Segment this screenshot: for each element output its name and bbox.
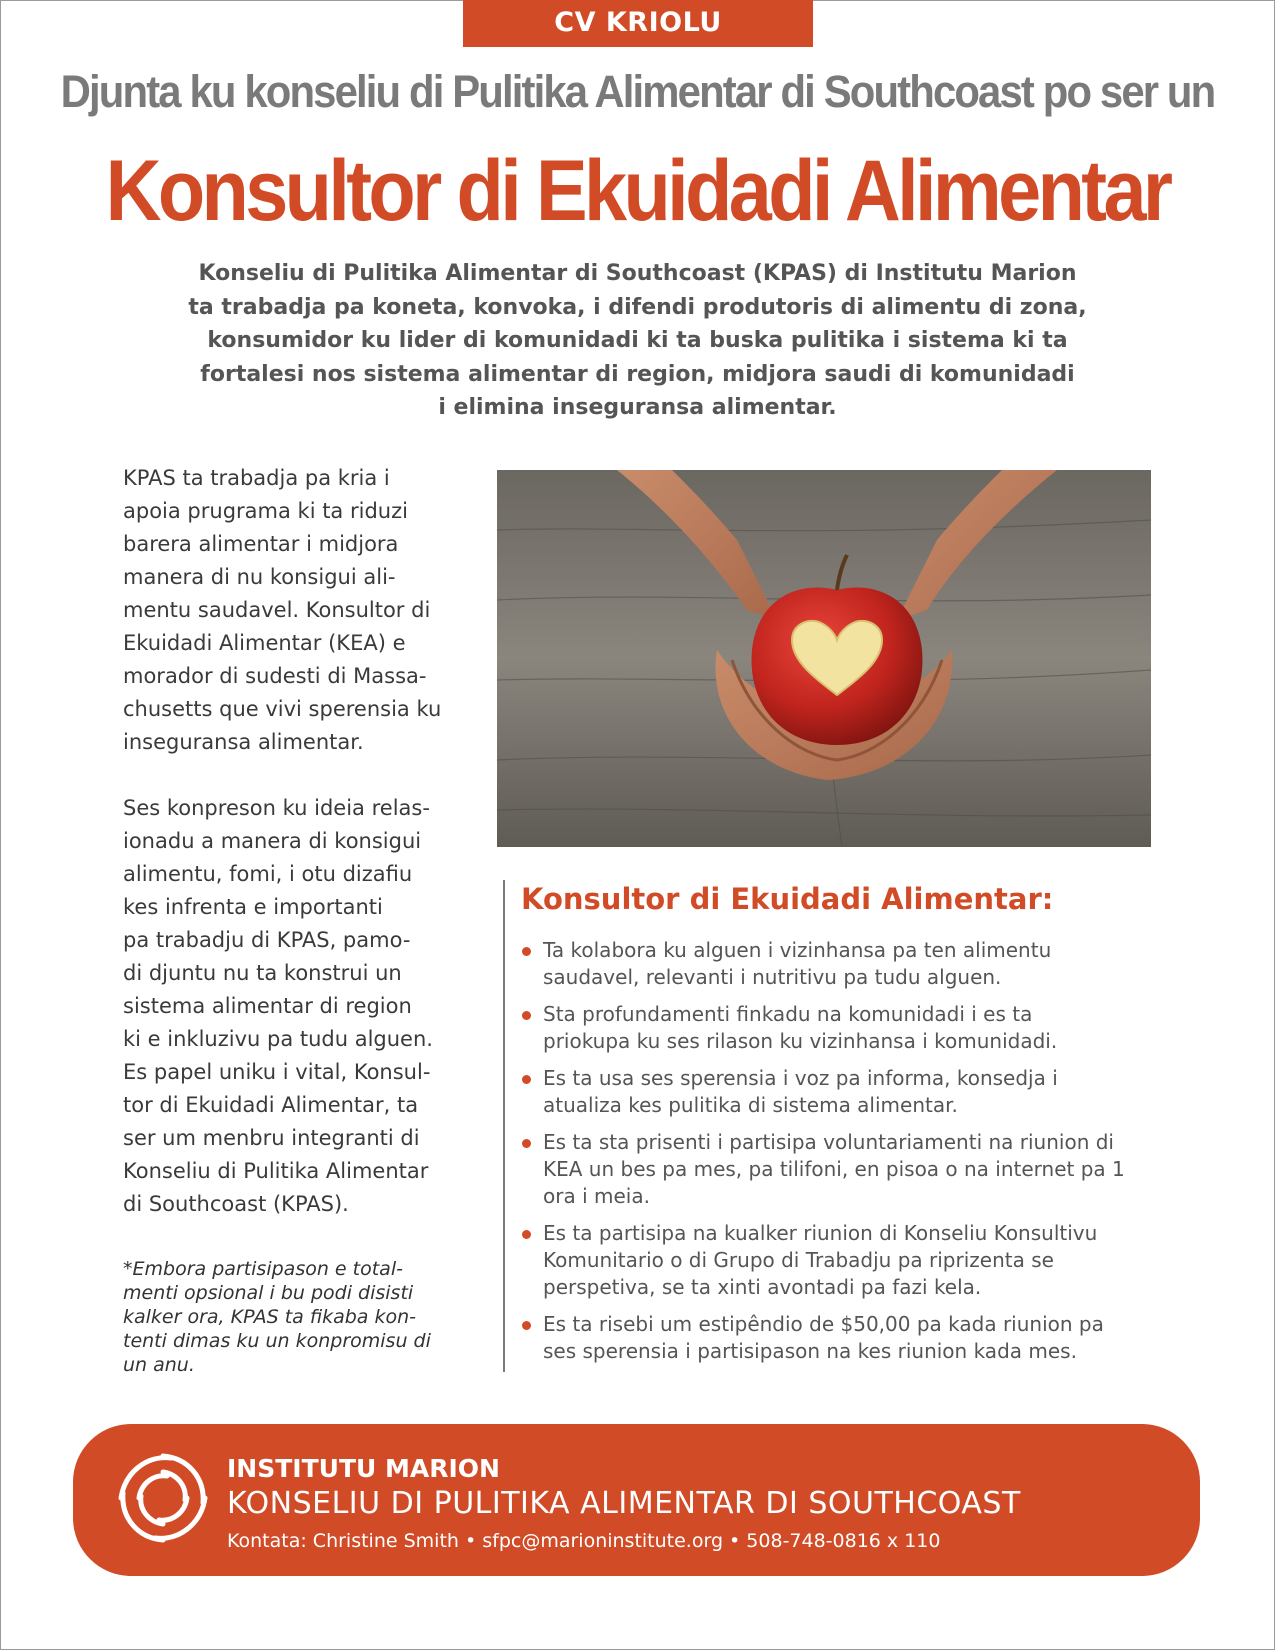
- bullet-icon: [522, 1230, 531, 1239]
- text-line: mentu saudavel. Konsultor di: [123, 598, 431, 622]
- bullet-icon: [522, 1011, 531, 1020]
- text-line: KEA un bes pa mes, pa tilifoni, en pisoa o na internet pa 1: [543, 1157, 1125, 1181]
- org-name: INSTITUTU MARION: [227, 1454, 500, 1483]
- headline-title: Konsultor di Ekuidadi Alimentar: [105, 143, 1170, 239]
- text-line: perspetiva, se ta xinti avontadi pa fazi kela.: [543, 1275, 982, 1299]
- text-line: menti opsional i bu podi disisti: [123, 1282, 414, 1304]
- text-line: Komunitario o di Grupo di Trabadju pa riprizenta se: [543, 1248, 1054, 1272]
- intro-line: Konseliu di Pulitika Alimentar di Southcoast (KPAS) di Institutu Marion: [198, 261, 1077, 286]
- text-line: Ta kolabora ku alguen i vizinhansa pa ten alimentu: [543, 938, 1052, 962]
- participation-note: [123, 1257, 473, 1377]
- text-line: KPAS ta trabadja pa kria i: [123, 466, 390, 490]
- text-line: Es ta risebi um estipêndio de $50,00 pa kada riunion pa: [543, 1312, 1104, 1336]
- text-line: di djuntu nu ta konstrui un: [123, 961, 402, 985]
- contact-info: Kontata: Christine Smith • sfpc@marioninstitute.org • 508-748-0816 x 110: [227, 1530, 941, 1552]
- list-item: [521, 1220, 1161, 1301]
- text-line: Es ta usa ses sperensia i voz pa informa, konsedja i: [543, 1066, 1058, 1090]
- council-name: KONSELIU DI PULITIKA ALIMENTAR DI SOUTHCOAST: [227, 1486, 1021, 1521]
- roles-list: [521, 937, 1161, 1375]
- text-line: ser um menbru integranti di: [123, 1126, 420, 1150]
- text-line: apoia prugrama ki ta riduzi: [123, 499, 408, 523]
- bullet-icon: [522, 1321, 531, 1330]
- text-line: Sta profundamenti finkadu na komunidadi i es ta: [543, 1002, 1033, 1026]
- text-line: kalker ora, KPAS ta fikaba kon-: [123, 1306, 417, 1328]
- text-line: manera di nu konsigui ali-: [123, 565, 396, 589]
- headline-subtitle: Djunta ku konseliu di Pulitika Alimentar di Southcoast po ser un: [60, 66, 1215, 117]
- text-line: atualiza kes pulitika di sistema alimentar.: [543, 1093, 958, 1117]
- text-line: alimentu, fomi, i otu dizafiu: [123, 862, 413, 886]
- intro-line: konsumidor ku lider di komunidadi ki ta buska pulitika i sistema ki ta: [207, 328, 1068, 353]
- text-line: inseguransa alimentar.: [123, 730, 364, 754]
- bullet-icon: [522, 1075, 531, 1084]
- intro-line: ta trabadja pa koneta, konvoka, i difendi produtoris di alimentu di zona,: [188, 294, 1087, 320]
- text-line: kes infrenta e importanti: [123, 895, 383, 919]
- text-line: priokupa ku ses rilason ku vizinhansa i komunidadi.: [543, 1029, 1058, 1053]
- apple-heart-photo: [497, 470, 1151, 847]
- kpas-description-paragraph: [123, 462, 473, 759]
- text-line: saudavel, relevanti i nutritivu pa tudu alguen.: [543, 965, 1002, 989]
- text-line: morador di sudesti di Massa-: [123, 664, 427, 688]
- text-line: sistema alimentar di region: [123, 994, 412, 1018]
- text-line: Ses konpreson ku ideia relas-: [123, 796, 430, 820]
- text-line: ionadu a manera di konsigui: [123, 829, 422, 853]
- role-importance-paragraph: [123, 792, 473, 1221]
- text-line: ses sperensia i partisipason na kes riunion kada mes.: [543, 1339, 1077, 1363]
- text-line: barera alimentar i midjora: [123, 532, 399, 556]
- text-line: Konseliu di Pulitika Alimentar: [123, 1159, 429, 1183]
- list-item: [521, 1129, 1161, 1210]
- text-line: tenti dimas ku un konpromisu di: [123, 1330, 431, 1352]
- bullet-icon: [522, 1139, 531, 1148]
- left-column: [123, 462, 473, 1377]
- text-line: Es papel uniku i vital, Konsul-: [123, 1060, 431, 1084]
- list-item: [521, 1001, 1161, 1055]
- list-item: [521, 1065, 1161, 1119]
- text-line: pa trabadju di KPAS, pamo-: [123, 928, 411, 952]
- text-line: ki e inkluzivu pa tudu alguen.: [123, 1027, 433, 1051]
- marion-institute-logo-icon: [113, 1448, 213, 1548]
- list-item: [521, 1311, 1161, 1365]
- footer-banner: [73, 1424, 1200, 1576]
- text-line: Es ta sta prisenti i partisipa voluntariamenti na riunion di: [543, 1130, 1114, 1154]
- text-line: ora i meia.: [543, 1184, 650, 1208]
- text-line: Ekuidadi Alimentar (KEA) e: [123, 631, 406, 655]
- text-line: *Embora partisipason e total-: [123, 1258, 403, 1280]
- roles-title: Konsultor di Ekuidadi Alimentar:: [521, 882, 1054, 916]
- text-line: tor di Ekuidadi Alimentar, ta: [123, 1093, 419, 1117]
- text-line: chusetts que vivi sperensia ku: [123, 697, 442, 721]
- text-line: Es ta partisipa na kualker riunion di Konseliu Konsultivu: [543, 1221, 1098, 1245]
- intro-line: i elimina inseguransa alimentar.: [438, 395, 837, 420]
- intro-line: fortalesi nos sistema alimentar di region, midjora saudi di komunidadi: [200, 361, 1075, 387]
- bullet-icon: [522, 947, 531, 956]
- language-tag: CV KRIOLU: [463, 0, 813, 47]
- text-line: di Southcoast (KPAS).: [123, 1192, 349, 1216]
- column-divider: [503, 880, 505, 1372]
- text-line: un anu.: [123, 1354, 195, 1376]
- intro-paragraph: [160, 257, 1115, 425]
- list-item: [521, 937, 1161, 991]
